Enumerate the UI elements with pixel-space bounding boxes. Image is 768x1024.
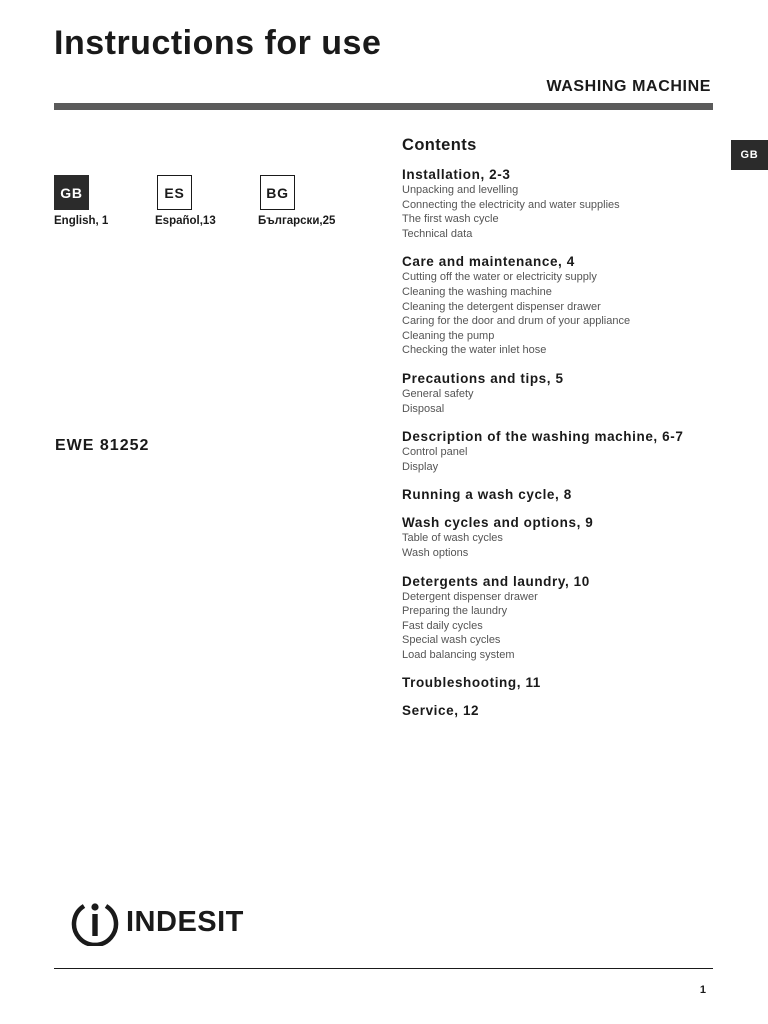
- footer-rule: [54, 968, 713, 969]
- contents-section: [402, 675, 722, 690]
- contents-section: [402, 254, 722, 358]
- contents-section: [402, 703, 722, 718]
- contents-subitem[interactable]: Checking the water inlet hose: [402, 344, 547, 357]
- contents-subitem[interactable]: Cleaning the detergent dispenser drawer: [402, 300, 601, 313]
- contents-heading: Contents: [402, 136, 477, 154]
- brand-logo: [70, 898, 244, 946]
- contents-subitem[interactable]: The first wash cycle: [402, 213, 499, 226]
- language-label-bulgarian: Български,25: [258, 215, 336, 227]
- contents-subitem[interactable]: Control panel: [402, 446, 468, 459]
- contents-section: [402, 371, 722, 416]
- contents-subitem[interactable]: Disposal: [402, 402, 445, 415]
- language-label-spanish: Español,13: [155, 215, 216, 227]
- contents-sections: [402, 167, 722, 718]
- language-english[interactable]: [54, 175, 108, 227]
- contents-section-title[interactable]: Description of the washing machine, 6-7: [402, 429, 684, 445]
- contents-section: [402, 429, 722, 474]
- document-title: Instructions for use: [54, 24, 382, 62]
- contents-subitem[interactable]: Detergent dispenser drawer: [402, 590, 538, 603]
- contents-section-title[interactable]: Installation, 2-3: [402, 167, 511, 182]
- language-code-bg: BG: [260, 175, 295, 210]
- contents-subitem[interactable]: Special wash cycles: [402, 634, 501, 647]
- contents-section-title[interactable]: Wash cycles and options, 9: [402, 515, 594, 531]
- contents-subitem[interactable]: Connecting the electricity and water supplies: [402, 198, 620, 211]
- contents-subitem[interactable]: Unpacking and levelling: [402, 184, 519, 196]
- model-number: EWE 81252: [55, 437, 150, 454]
- contents-subitem[interactable]: Cutting off the water or electricity supply: [402, 271, 597, 284]
- contents-subitem[interactable]: Display: [402, 460, 439, 473]
- contents-subitem[interactable]: Preparing the laundry: [402, 605, 508, 618]
- contents-section: [402, 487, 722, 502]
- language-label-english: English, 1: [54, 215, 109, 227]
- brand-name: INDESIT: [126, 905, 244, 938]
- contents-subitem[interactable]: Table of wash cycles: [402, 532, 503, 545]
- document-subtitle: WASHING MACHINE: [546, 78, 711, 95]
- table-of-contents: [402, 136, 722, 731]
- language-code-gb: GB: [54, 175, 89, 210]
- contents-section-title[interactable]: Troubleshooting, 11: [402, 675, 541, 691]
- contents-subitem[interactable]: General safety: [402, 387, 474, 400]
- contents-section-title[interactable]: Care and maintenance, 4: [402, 254, 575, 270]
- contents-section: [402, 515, 722, 560]
- language-spanish[interactable]: [157, 175, 216, 227]
- contents-section-title[interactable]: Running a wash cycle, 8: [402, 487, 572, 503]
- page-number: 1: [699, 984, 706, 996]
- header-rule: [54, 103, 713, 110]
- language-side-tab[interactable]: GB: [731, 140, 768, 170]
- contents-subitem[interactable]: Wash options: [402, 546, 469, 559]
- contents-subitem[interactable]: Caring for the door and drum of your appliance: [402, 315, 631, 328]
- contents-section-title[interactable]: Detergents and laundry, 10: [402, 573, 590, 589]
- contents-section-title[interactable]: Service, 12: [402, 703, 480, 719]
- contents-subitem[interactable]: Technical data: [402, 227, 473, 240]
- language-code-es: ES: [157, 175, 192, 210]
- contents-section: [402, 574, 722, 663]
- language-bulgarian[interactable]: [260, 175, 335, 227]
- contents-subitem[interactable]: Fast daily cycles: [402, 619, 483, 632]
- contents-subitem[interactable]: Cleaning the washing machine: [402, 285, 552, 298]
- indesit-logo-icon: [70, 898, 120, 946]
- contents-section-title[interactable]: Precautions and tips, 5: [402, 370, 564, 386]
- contents-subitem[interactable]: Cleaning the pump: [402, 329, 495, 342]
- contents-section: [402, 167, 722, 241]
- contents-subitem[interactable]: Load balancing system: [402, 648, 515, 661]
